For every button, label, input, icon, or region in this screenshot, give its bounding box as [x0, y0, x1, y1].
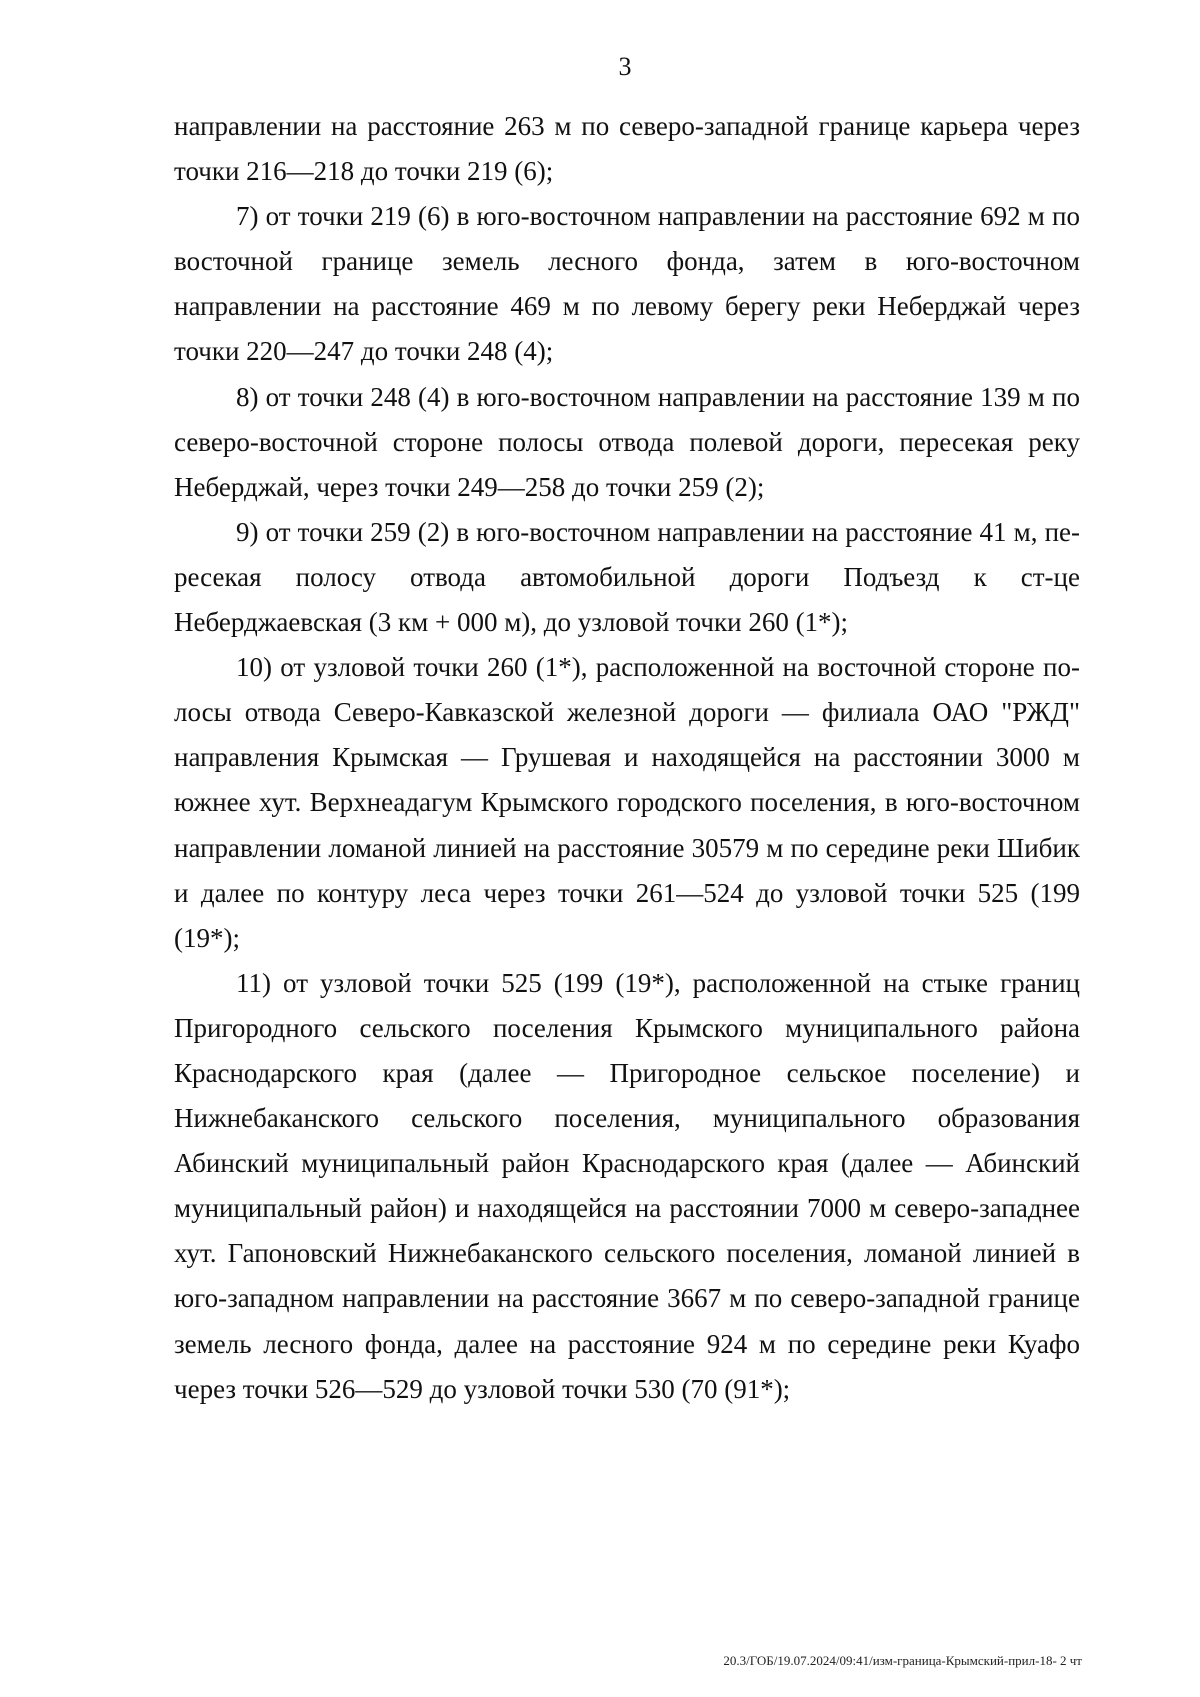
page-number: 3: [618, 52, 632, 81]
paragraph-item-11: 11) от узловой точки 525 (199 (19*), расположенной на стыке границ Пригородного сельского поселения Крымского муниципального района Краснодарского края (далее — Пригородное сельское поселение) и Нижнебаканского сельского поселения, муниципального образования Абинский муниципальный район Краснодарского края (далее — Абинский муниципальный район) и находящейся на расстоянии 7000 м северо-западнее хут. Гапоновский Нижнебаканского сельского поселения, ломаной линией в юго-западном направлении на расстояние 3667 м по северо-западной границе земель лесного фонда, далее на расстояние 924 м по середине реки Куафо через точки 526—529 до узловой точки 530 (70 (91*);: [174, 967, 1080, 1404]
paragraph-item-9: 9) от точки 259 (2) в юго-восточном направлении на расстояние 41 м, пересекая полосу отвода автомобильной дороги Подъезд к ст-це Неберджаевская (3 км + 000 м), до узловой точки 260 (1*);: [174, 516, 1080, 638]
document-body: [174, 104, 1080, 1412]
paragraph-item-10: 10) от узловой точки 260 (1*), расположенной на восточной стороне полосы отвода Северо-Кавказской железной дороги — филиала ОАО "РЖД" направления Крымская — Грушевая и находящейся на расстоянии 3000 м южнее хут. Верхнеадагум Крымского городского поселения, в юго-восточном направлении ломаной линией на расстояние 30579 м по середине реки Шибик и далее по контуру леса через точки 261—524 до узловой точки 525 (199 (19*);: [174, 652, 1080, 953]
paragraph-item-7: 7) от точки 219 (6) в юго-восточном направлении на расстояние 692 м по восточной границе земель лесного фонда, затем в юго-восточном направлении на расстояние 469 м по левому берегу реки Неберджай через точки 220—247 до точки 248 (4);: [174, 201, 1080, 367]
paragraph-item-8: 8) от точки 248 (4) в юго-восточном направлении на расстояние 139 м по северо-восточной стороне полосы отвода полевой дороги, пересекая реку Неберджай, через точки 249—258 до точки 259 (2);: [174, 381, 1080, 502]
document-footer-reference: 20.3/ГОБ/19.07.2024/09:41/изм-граница-Крымский-прил-18- 2 чт: [723, 1653, 1082, 1668]
paragraph-continuation: направлении на расстояние 263 м по северо-западной границе карьера через точки 216—218 до точки 219 (6);: [174, 111, 1080, 187]
